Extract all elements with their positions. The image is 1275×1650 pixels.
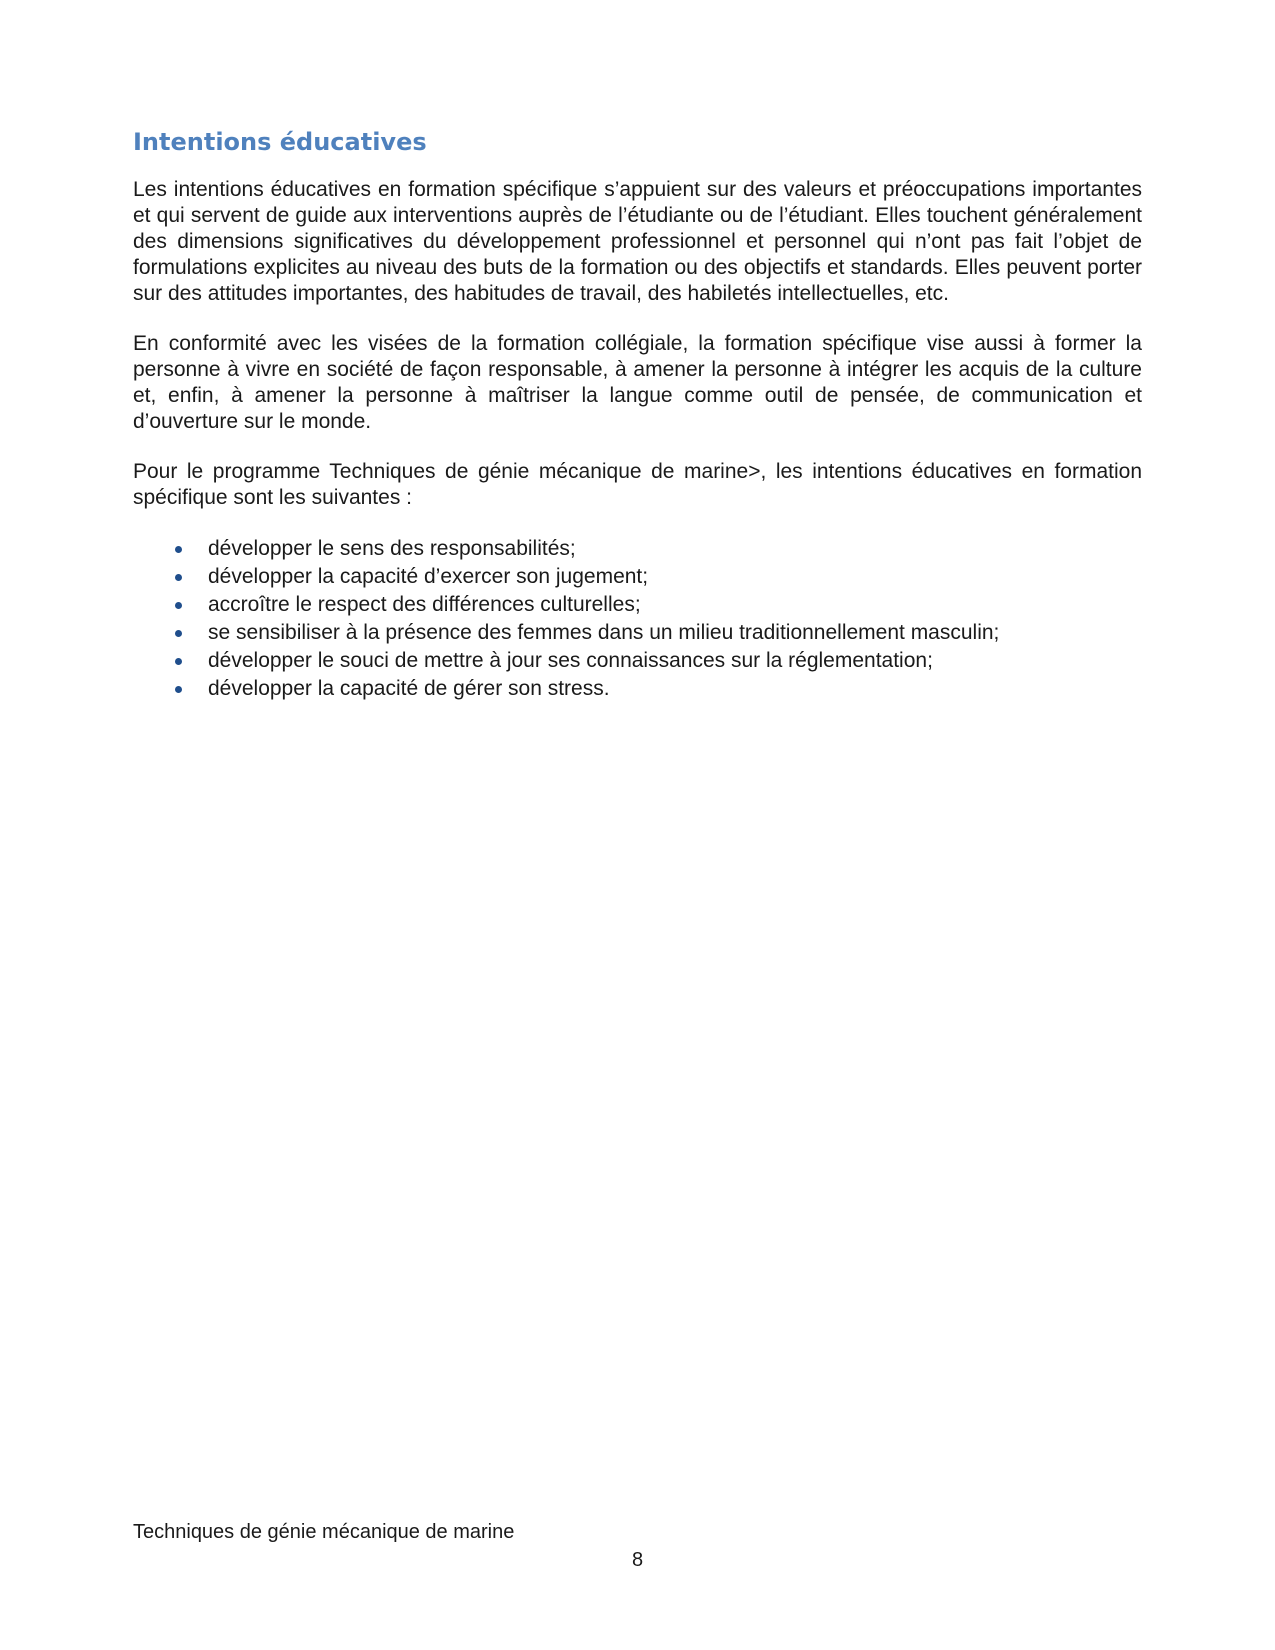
page-content: [133, 128, 1142, 703]
page-number: 8: [631, 1549, 644, 1571]
list-item: [133, 675, 1142, 703]
list-item-text: se sensibiliser à la présence des femmes dans un milieu traditionnellement masculin;: [208, 620, 1000, 644]
paragraph-1: Les intentions éducatives en formation spécifique s’appuient sur des valeurs et préoccupations importantes et qui servent de guide aux interventions auprès de l’étudiante ou de l’étudiant. Elles touchent généralement des dimensions significatives du développement professionnel et personnel qui n’ont pas fait l’objet de formulations explicites au niveau des buts de la formation ou des objectifs et standards. Elles peuvent porter sur des attitudes importantes, des habitudes de travail, des habiletés intellectuelles, etc.: [133, 177, 1142, 305]
list-item: [133, 647, 1142, 675]
bullet-icon: [175, 546, 182, 553]
intentions-list: [133, 535, 1142, 703]
list-item-text: développer la capacité d’exercer son jugement;: [208, 564, 649, 588]
bullet-icon: [175, 574, 182, 581]
paragraph-2: En conformité avec les visées de la formation collégiale, la formation spécifique vise aussi à former la personne à vivre en société de façon responsable, à amener la personne à intégrer les acquis de la culture et, enfin, à amener la personne à maîtriser la langue comme outil de pensée, de communication et d’ouverture sur le monde.: [133, 331, 1142, 433]
paragraph-3: Pour le programme Techniques de génie mécanique de marine>, les intentions éducatives en formation spécifique sont les suivantes :: [133, 459, 1142, 509]
section-heading: Intentions éducatives: [133, 128, 427, 156]
list-item-text: développer le souci de mettre à jour ses connaissances sur la réglementation;: [208, 648, 933, 672]
bullet-icon: [175, 686, 182, 693]
bullet-icon: [175, 658, 182, 665]
list-item: [133, 535, 1142, 563]
list-item-text: accroître le respect des différences culturelles;: [208, 592, 641, 616]
list-item-text: développer le sens des responsabilités;: [208, 536, 576, 560]
list-item: [133, 591, 1142, 619]
list-item: [133, 619, 1142, 647]
bullet-icon: [175, 630, 182, 637]
footer-title: Techniques de génie mécanique de marine: [133, 1521, 515, 1543]
list-item: [133, 563, 1142, 591]
bullet-icon: [175, 602, 182, 609]
list-item-text: développer la capacité de gérer son stress.: [208, 676, 610, 700]
